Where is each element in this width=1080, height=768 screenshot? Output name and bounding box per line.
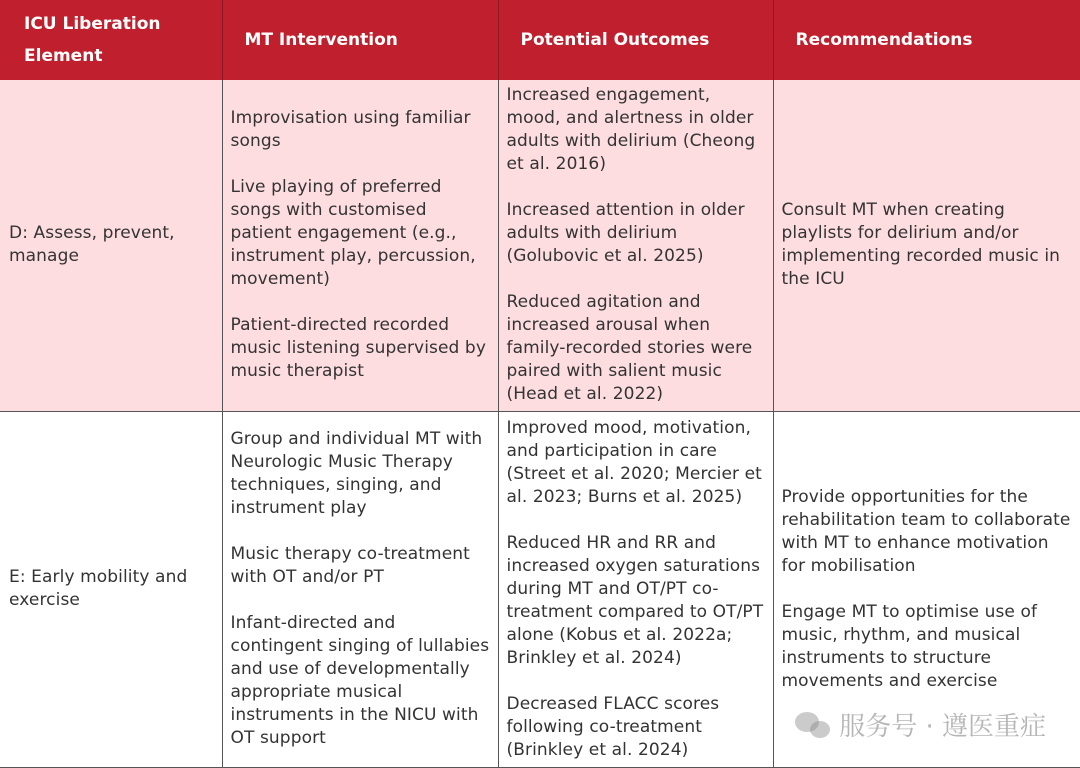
watermark-text: 服务号 · 遵医重症 [839, 712, 1046, 742]
header-intervention: MT Intervention [222, 0, 498, 80]
watermark [795, 706, 1046, 743]
element-cell [0, 411, 222, 767]
intervention-item: Improvisation using familiar songs [230, 108, 471, 152]
outcome-item: Increased engagement, mood, and alertness in older adults with delirium (Cheong et al. 2016) [506, 85, 756, 175]
element-cell [0, 80, 222, 411]
intervention-item: Music therapy co-treatment with OT and/or PT [230, 544, 470, 587]
outcome-item: Reduced agitation and increased arousal when family-recorded stories were paired with salient music (Head et al. 2022) [506, 292, 753, 405]
table-row [0, 80, 1080, 411]
header-outcomes: Potential Outcomes [498, 0, 773, 80]
header-element: ICU Liberation Element [0, 0, 222, 80]
recommendation-item: Provide opportunities for the rehabilitation team to collaborate with MT to enhance motivation for mobilisation [781, 486, 1071, 576]
outcomes-cell [498, 411, 773, 767]
intervention-item: Infant-directed and contingent singing of lullabies and use of developmentally appropriate musical instruments in the NICU with OT support [230, 613, 490, 748]
wechat-icon [795, 710, 833, 740]
header-row [0, 0, 1080, 80]
intervention-item: Live playing of preferred songs with customised patient engagement (e.g., instrument play, percussion, movement) [230, 177, 476, 290]
outcome-item: Decreased FLACC scores following co-treatment (Brinkley et al. 2024) [506, 693, 720, 760]
element-text: E: Early mobility and exercise [9, 567, 188, 610]
recommendations-cell [773, 80, 1080, 411]
recommendation-item: Consult MT when creating playlists for delirium and/or implementing recorded music in the ICU [781, 200, 1061, 290]
element-text: D: Assess, prevent, manage [9, 223, 175, 267]
outcome-item: Increased attention in older adults with delirium (Golubovic et al. 2025) [506, 200, 745, 267]
outcomes-cell [498, 80, 773, 411]
outcome-item: Reduced HR and RR and increased oxygen saturations during MT and OT/PT co-treatment compared to OT/PT alone (Kobus et al. 2022a; Brinkley et al. 2024) [506, 532, 764, 668]
outcome-item: Improved mood, motivation, and participation in care (Street et al. 2020; Mercier et al. 2023; Burns et al. 2025) [506, 417, 762, 507]
header-recommendations: Recommendations [773, 0, 1080, 80]
recommendation-item: Engage MT to optimise use of music, rhythm, and musical instruments to structure movements and exercise [781, 601, 1038, 691]
intervention-cell [222, 80, 498, 411]
intervention-item: Patient-directed recorded music listening supervised by music therapist [230, 315, 486, 382]
intervention-item: Group and individual MT with Neurologic Music Therapy techniques, singing, and instrument play [230, 429, 483, 518]
intervention-cell [222, 411, 498, 767]
